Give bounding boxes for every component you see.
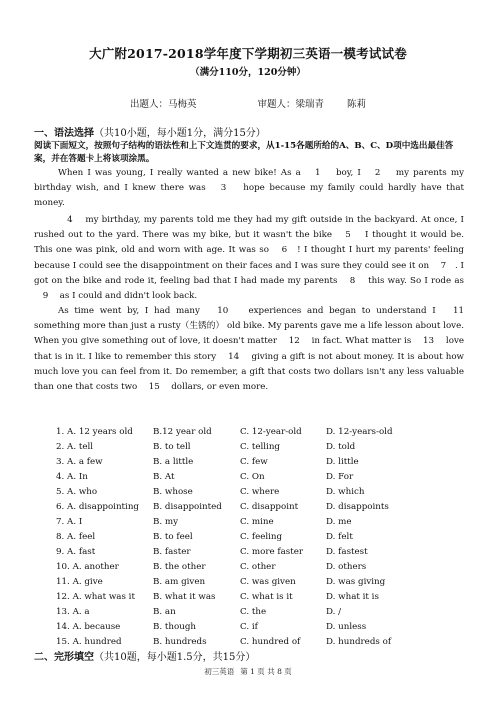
option-row: 2. A. tell B. to tell C. telling D. told xyxy=(56,442,356,452)
author-line xyxy=(0,96,496,110)
option-row: 11. A. give B. am given C. was given D. was giving xyxy=(56,577,386,587)
section2-title: 二、完形填空 xyxy=(34,652,94,663)
option-row: 14. A. because B. though C. if D. unless xyxy=(56,622,367,632)
section1-note: （共10小题，每小题1分，满分15分） xyxy=(94,128,266,139)
option-row: 10. A. another B. the other C. other D. others xyxy=(56,562,367,572)
option-row: 8. A. feel B. to feel C. feeling D. felt xyxy=(56,532,353,542)
section1-instruction: 阅读下面短文，按照句子结构的语法性和上下文连贯的要求，从1-15各题所给的A、B、C、D项中选出最佳答案，并在答题卡上将该项涂黑。 xyxy=(34,141,454,164)
option-row: 3. A. a few B. a little C. few D. little xyxy=(56,457,359,467)
option-row: 15. A. hundred B. hundreds C. hundred of D. hundreds of xyxy=(56,637,392,647)
option-row: 4. A. In B. At C. On D. For xyxy=(56,472,354,482)
passage-paragraph-3: As time went by, I had many 10 experiences and began to understand I 11 something more than just a rusty（生锈的） old bike. My parents gave me a life lesson about love. When you give something out of love, it doesn't matter 12 in fact. What matter is 13 love that is in it. I like to remember this story 14 giving a gift is not about money. It is about how much love you can feel from it. Do remember, a gift that costs two dollars isn't any less valuable than one that costs two 15 dollars, or even more. xyxy=(34,306,476,393)
passage-paragraph-1: When I was young, I really wanted a new bike! As a 1 boy, I 2 my parents my birthday wish, and I knew there was 3 hope because my family could hardly have that money. xyxy=(34,168,464,209)
section2-note: （共10题，每小题1.5分，共15分） xyxy=(94,652,256,663)
option-row: 7. A. I B. my C. mine D. me xyxy=(56,517,352,527)
section1-title: 一、语法选择 xyxy=(34,128,94,139)
exam-subtitle: （满分110分，120分钟） xyxy=(190,67,306,78)
reviewer-label: 审题人：梁瑞青 xyxy=(257,99,324,110)
footer-subject: 初三英语 xyxy=(204,667,235,676)
option-row: 6. A. disappointing B. disappointed C. disappoint D. disappoints xyxy=(56,502,389,512)
options-table xyxy=(56,425,406,650)
page-footer xyxy=(0,666,496,677)
option-row: 1. A. 12 years old B.12 year old C. 12-year-old D. 12-years-old xyxy=(56,427,393,437)
reviewer2-label: 陈莉 xyxy=(347,99,367,110)
exam-title: 大广附2017-2018学年度下学期初三英语一模考试试卷 xyxy=(89,46,407,61)
option-row: 13. A. a B. an C. the D. / xyxy=(56,607,342,617)
section1-heading xyxy=(34,124,266,139)
footer-page-number: 第 1 页 共 8 页 xyxy=(240,667,292,676)
section2-heading xyxy=(34,648,255,663)
option-row: 12. A. what was it B. what it was C. what is it D. what it is xyxy=(56,592,379,602)
option-row: 9. A. fast B. faster C. more faster D. fastest xyxy=(56,547,368,557)
setter-label: 出题人：马梅英 xyxy=(129,99,197,110)
option-row: 5. A. who B. whose C. where D. which xyxy=(56,487,365,497)
passage-paragraph-2: 4 my birthday, my parents told me they had my gift outside in the backyard. At once, I rushed out to the yard. There was my bike, but it wasn't the bike 5 I thought it would be. This one was pink, old and worn with age. It was so 6 ! I thought I hurt my parents' feeling because I could see the disappointment on their faces and I was sure they could see it on 7 . I got on the bike and rode it, feeling bad that I had made my parents 8 this way. So I rode as 9 as I could and didn't look back. xyxy=(34,215,464,302)
